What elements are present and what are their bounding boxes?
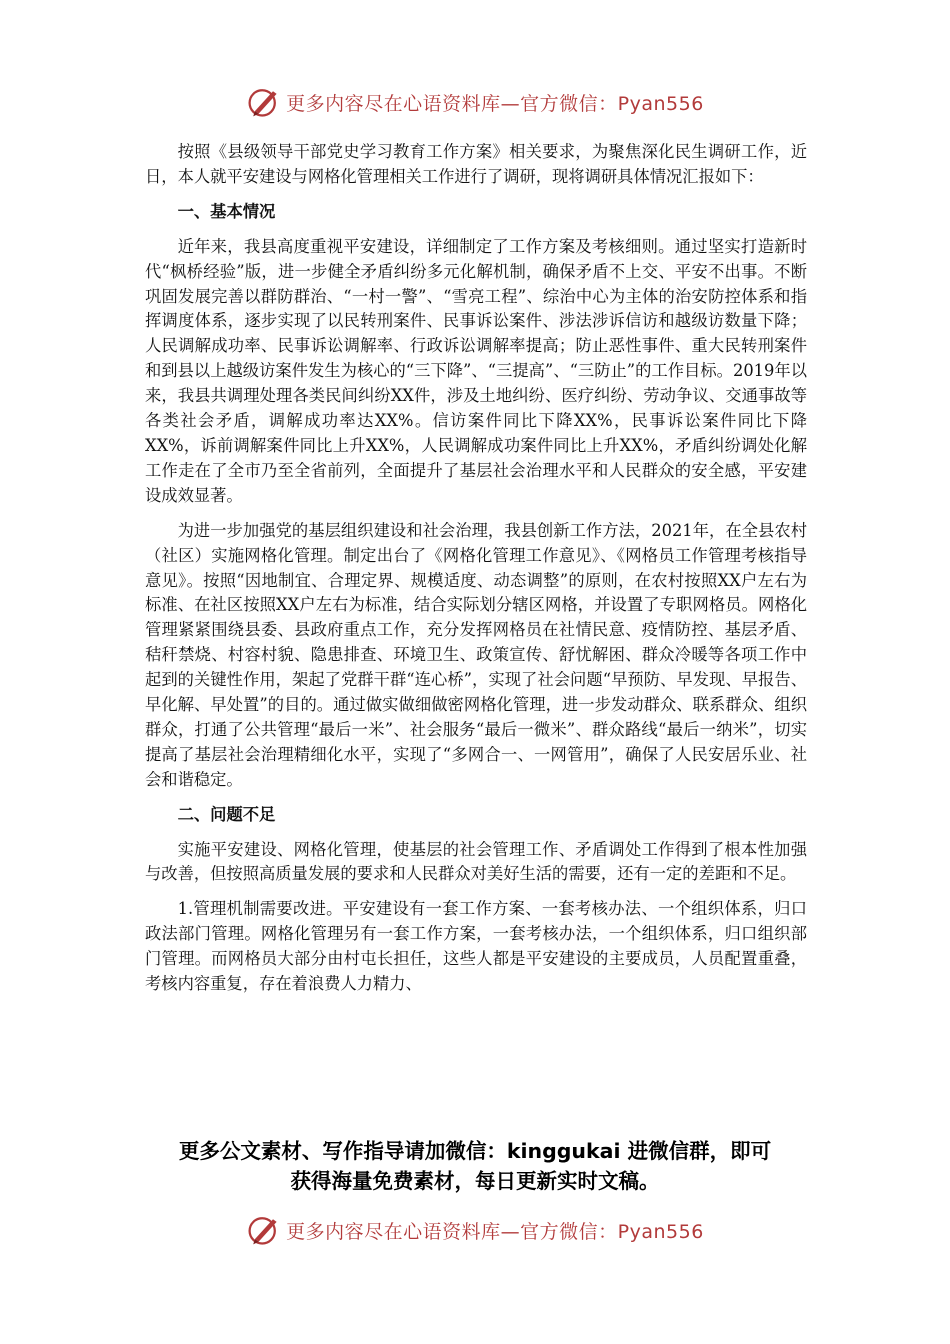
header-banner xyxy=(0,80,950,124)
document-body xyxy=(145,140,807,1007)
pen-logo-icon xyxy=(246,1212,282,1248)
section2-paragraph-2: 1.管理机制需要改进。平安建设有一套工作方案、一套考核办法、一个组织体系，归口政法部门管理。网格化管理另有一套工作方案，一套考核办法，一个组织体系，归口组织部门管理。而网格员大部分由村屯长担任，这些人都是平安建设的主要成员，人员配置重叠，考核内容重复，存在着浪费人力精力、 xyxy=(145,899,807,994)
banner-text: 更多内容尽在心语资料库—官方微信：Pyan556 xyxy=(286,92,704,115)
section-heading-problems: 二、问题不足 xyxy=(177,804,276,824)
section1-paragraph-1: 近年来，我县高度重视平安建设，详细制定了工作方案及考核细则。通过坚实打造新时代“枫桥经验”版，进一步健全矛盾纠纷多元化解机制，确保矛盾不上交、平安不出事。不断巩固发展完善以群防群治、“一村一警”、“雪亮工程”、综治中心为主体的治安防控体系和指挥调度体系，逐步实现了以民转刑案件、民事诉讼案件、涉法涉诉信访和越级访数量下降；人民调解成功率、民事诉讼调解率、行政诉讼调解率提高；防止恶性事件、重大民转刑案件和到县以上越级访案件发生为核心的“三下降”、“三提高”、“三防止”的工作目标。2019年以来，我县共调理处理各类民间纠纷XX件，涉及土地纠纷、医疗纠纷、劳动争议、交通事故等各类社会矛盾，调解成功率达XX%。信访案件同比下降XX%，民事诉讼案件同比下降XX%，诉前调解案件同比上升XX%，人民调解成功案件同比上升XX%，矛盾纠纷调处化解工作走在了全市乃至全省前列，全面提升了基层社会治理水平和人民群众的安全感，平安建设成效显著。 xyxy=(145,236,807,505)
promo-line-2: 获得海量免费素材，每日更新实时文稿。 xyxy=(290,1169,660,1193)
intro-paragraph: 按照《县级领导干部党史学习教育工作方案》相关要求，为聚焦深化民生调研工作，近日，本人就平安建设与网格化管理相关工作进行了调研，现将调研具体情况汇报如下： xyxy=(145,142,807,186)
promo-notice xyxy=(0,1136,950,1196)
section2-paragraph-1: 实施平安建设、网格化管理，使基层的社会管理工作、矛盾调处工作得到了根本性加强与改善，但按照高质量发展的要求和人民群众对美好生活的需要，还有一定的差距和不足。 xyxy=(145,839,807,884)
promo-line-1: 更多公文素材、写作指导请加微信：kinggukai 进微信群，即可 xyxy=(178,1139,772,1163)
section1-paragraph-2: 为进一步加强党的基层组织建设和社会治理，我县创新工作方法，2021年，在全县农村（社区）实施网格化管理。制定出台了《网格化管理工作意见》、《网格员工作管理考核指导意见》。按照“因地制宜、合理定界、规模适度、动态调整”的原则，在农村按照XX户左右为标准、在社区按照XX户左右为标准，结合实际划分辖区网格，并设置了专职网格员。网格化管理紧紧围绕县委、县政府重点工作，充分发挥网格员在社情民意、疫情防控、基层矛盾、秸秆禁烧、村容村貌、隐患排查、环境卫生、政策宣传、舒忧解困、群众冷暖等各项工作中起到的关键性作用，架起了党群干群“连心桥”，实现了社会问题“早预防、早发现、早报告、早化解、早处置”的目的。通过做实做细做密网格化管理，进一步发动群众、联系群众、组织群众，打通了公共管理“最后一米”、社会服务“最后一微米”、群众路线“最后一纳米”，切实提高了基层社会治理精细化水平，实现了“多网合一、一网管用”，确保了人民安居乐业、社会和谐稳定。 xyxy=(145,520,807,789)
footer-banner xyxy=(0,1208,950,1252)
banner-text: 更多内容尽在心语资料库—官方微信：Pyan556 xyxy=(286,1220,704,1243)
section-heading-basic: 一、基本情况 xyxy=(177,201,276,221)
pen-logo-icon xyxy=(246,84,282,120)
